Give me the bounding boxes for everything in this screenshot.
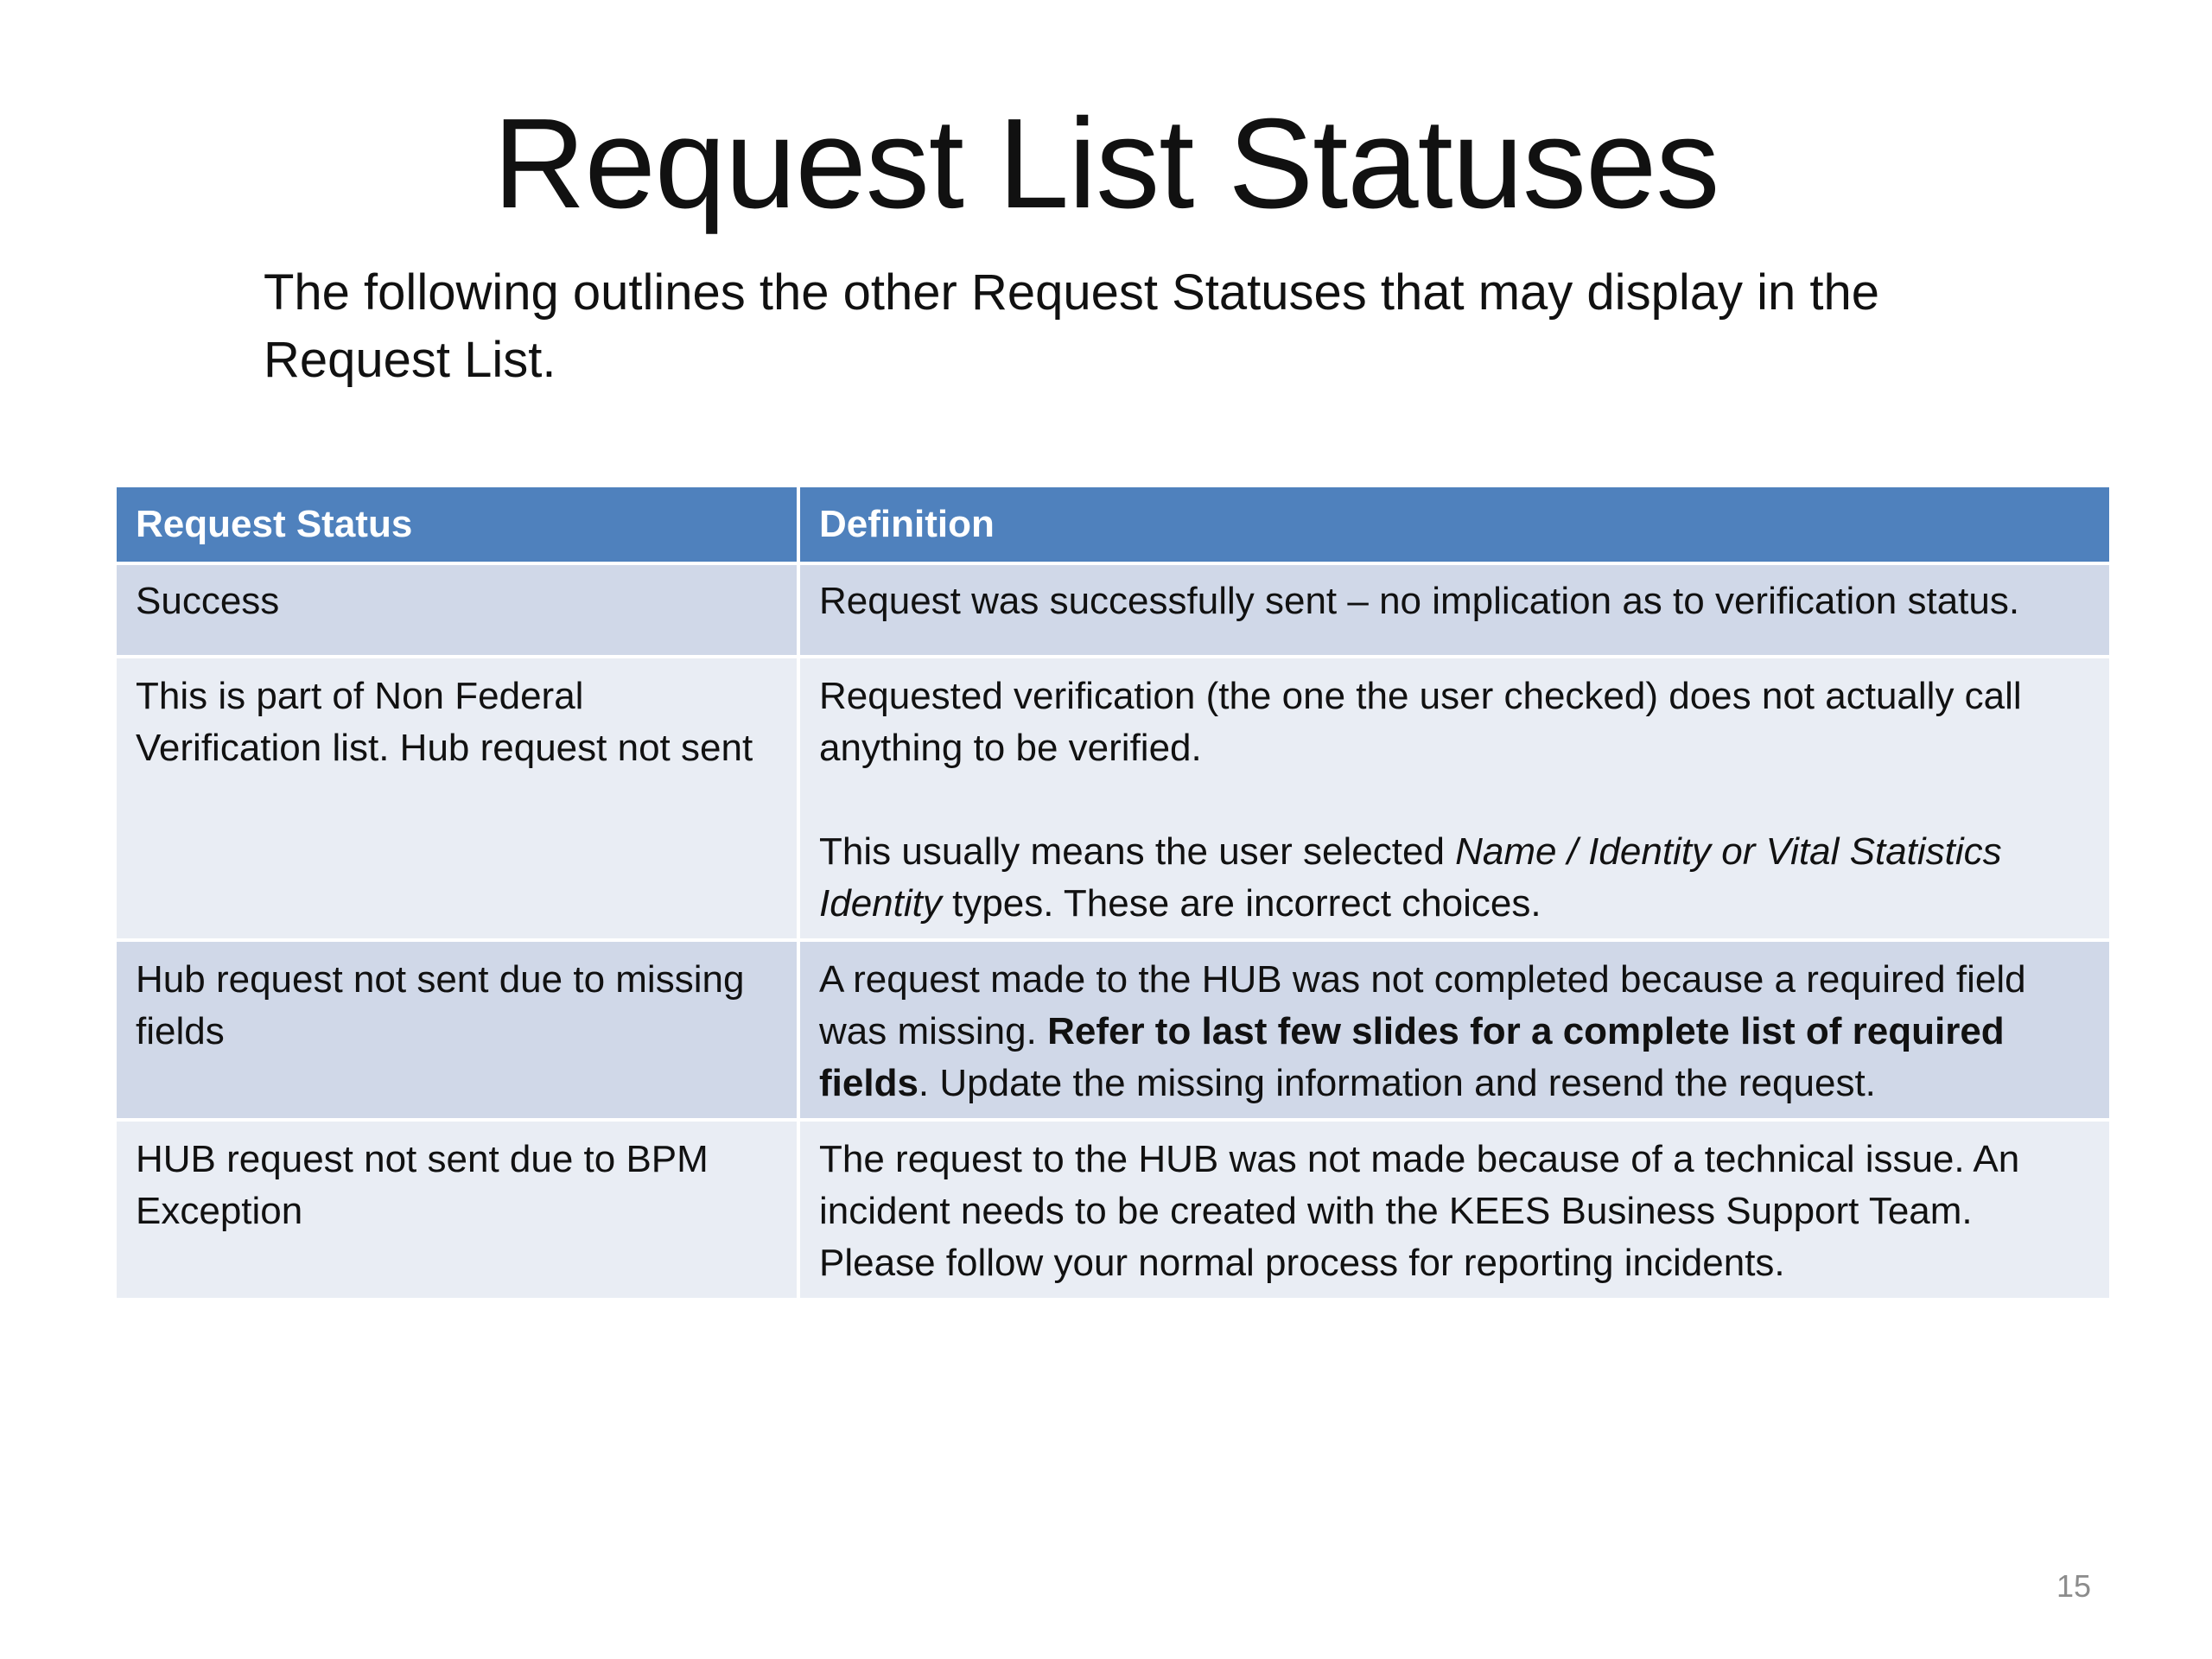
table-row [115,1120,2111,1300]
definition-text: This usually means the user selected [819,830,1456,873]
definition-cell: Request was successfully sent – no implication as to verification status. [798,563,2111,657]
definition-bold-text: Refer to last few slides for a complete list of required fields [819,1010,2005,1104]
definition-text: A request made to the HUB was not completed because a required field was missing. [819,958,2026,1052]
table-row [115,657,2111,940]
definition-paragraph [819,826,2090,930]
status-table [113,484,2113,1301]
definition-cell [798,940,2111,1120]
table-row [115,563,2111,657]
status-cell: This is part of Non Federal Verification list. Hub request not sent [115,657,798,940]
table-row [115,940,2111,1120]
page-number: 15 [2056,1568,2091,1604]
header-request-status: Request Status [115,486,798,563]
status-cell: Hub request not sent due to missing fields [115,940,798,1120]
header-definition: Definition [798,486,2111,563]
definition-cell [798,657,2111,940]
status-cell: HUB request not sent due to BPM Exception [115,1120,798,1300]
slide-title: Request List Statuses [493,92,1719,235]
definition-text: . Update the missing information and resend the request. [918,1062,1876,1104]
definition-paragraph: Requested verification (the one the user checked) does not actually call anything to be verified. [819,675,2022,769]
definition-italic-text: Name / Identity or Vital Statistics Identity [819,830,2002,925]
definition-cell: The request to the HUB was not made because of a technical issue. An incident needs to be created with the KEES Business Support Team. Please follow your normal process for reporting incidents. [798,1120,2111,1300]
table-header-row [115,486,2111,563]
intro-text: The following outlines the other Request Statuses that may display in the Request List. [264,264,1879,388]
status-cell: Success [115,563,798,657]
definition-text: types. These are incorrect choices. [941,882,1541,925]
